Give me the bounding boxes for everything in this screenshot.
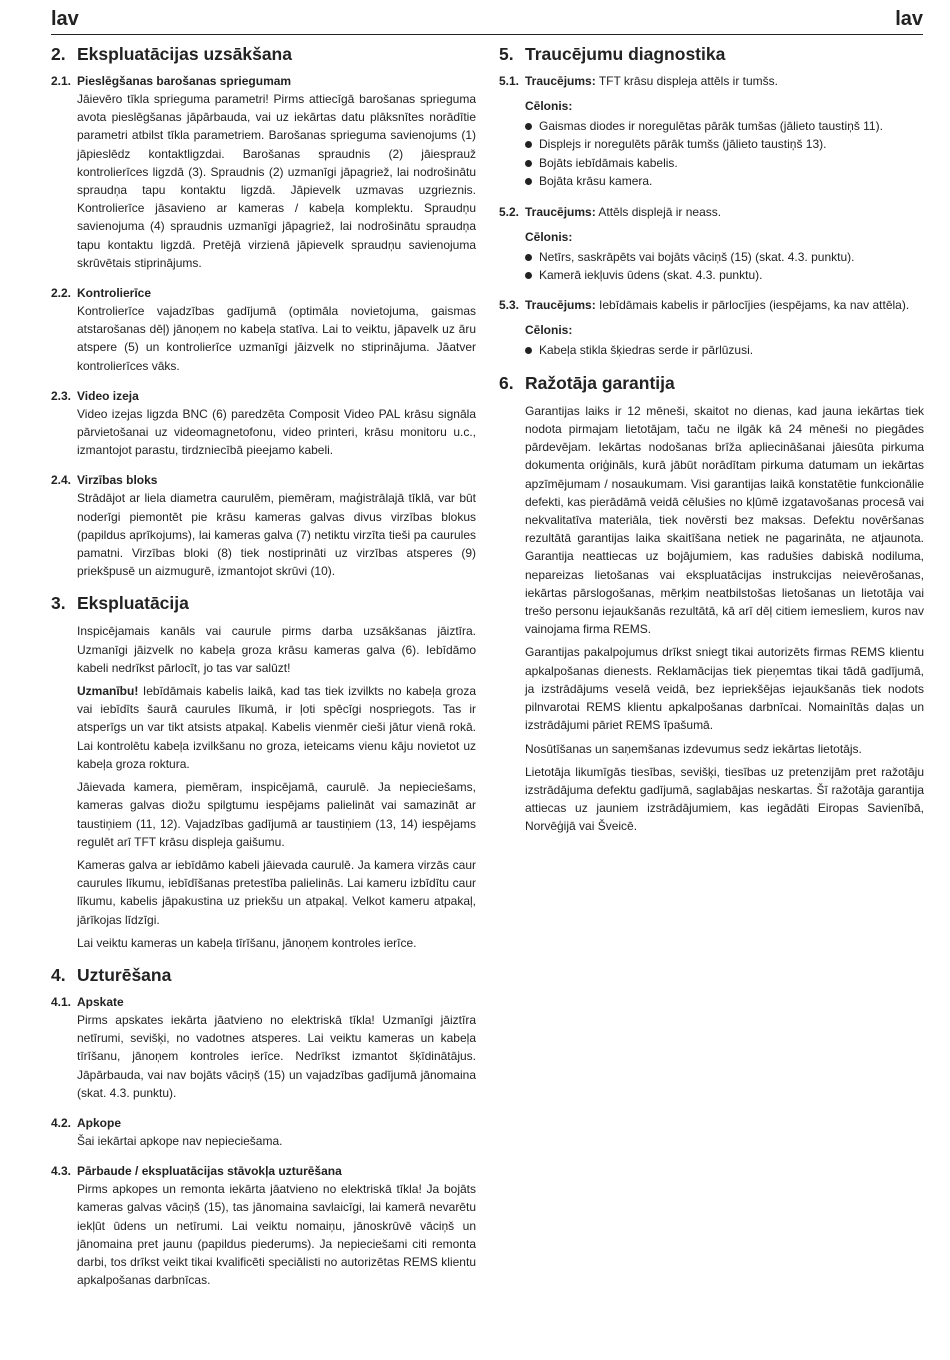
list-item: Displejs ir noregulēts pārāk tumšs (jālieto taustiņš 13). bbox=[525, 135, 924, 153]
subsection-title: Kontrolierīce bbox=[77, 286, 152, 301]
paragraph: Strādājot ar liela diametra caurulēm, piemēram, maģistrālajā tīklā, var būt noderīgi piemontēt pie krāsu kameras galvas divus virzības blokus (papildus aprīkojums), lai kameras galva (7) netiktu virzīta tieši pa caurules pamatni. Virzības bloki (8) tiek nostiprināti uz virzības atsperes (9) priekšpusē un aizmugurē, izmantojot skrūvi (10). bbox=[77, 491, 476, 579]
list-item: Bojāta krāsu kamera. bbox=[525, 172, 924, 190]
fault-5-2 bbox=[499, 204, 924, 285]
section-6-body bbox=[499, 402, 924, 836]
subsection-2-2 bbox=[51, 285, 476, 375]
subsection-heading bbox=[51, 73, 476, 90]
fault-text: TFT krāsu displeja attēls ir tumšs. bbox=[598, 74, 778, 88]
paragraph: Kameras galva ar iebīdāmo kabeli jāievada caurulē. Ja kamera virzās caur caurules līkumu, iebīdīšanas pretestība palielinās. Lai kameru izbīdītu caur līkumu, kabelis jāpakustina uz priekšu un atpakaļ. Velkot kameru atpakaļ, jārīkojas līdzīgi. bbox=[77, 857, 476, 927]
section-number: 5. bbox=[499, 44, 514, 64]
section-title: Ražotāja garantija bbox=[525, 372, 675, 393]
section-title: Ekspluatācija bbox=[77, 593, 189, 614]
subsection-title: Virzības bloks bbox=[77, 473, 158, 488]
subsection-number: 4.3. bbox=[51, 1164, 72, 1179]
fault-text: Iebīdāmais kabelis ir pārlocījies (iespējams, ka nav attēla). bbox=[599, 298, 910, 313]
section-6-heading bbox=[499, 373, 924, 399]
subsection-title: Apkope bbox=[77, 1115, 122, 1130]
subsection-number: 2.3. bbox=[51, 388, 72, 403]
paragraph: Video izejas ligzda BNC (6) paredzēta Composit Video PAL krāsu signāla pārvietošanai uz videomagnetofonu, video printeri, krāsu monitoru u.c., izmantojot parastu, tirdzniecībā pieejamo kabeli. bbox=[77, 406, 476, 458]
list-item: Bojāts iebīdāmais kabelis. bbox=[525, 154, 924, 172]
subsection-number: 2.2. bbox=[51, 286, 72, 301]
section-number: 6. bbox=[499, 372, 514, 393]
subsection-number: 2.4. bbox=[51, 473, 72, 488]
section-number: 3. bbox=[51, 593, 66, 614]
section-2-heading bbox=[51, 44, 476, 70]
subsection-title: Pieslēgšanas barošanas spriegumam bbox=[77, 74, 292, 88]
section-3-heading bbox=[51, 593, 476, 619]
section-title: Ekspluatācijas uzsākšana bbox=[77, 44, 292, 64]
subsection-4-2 bbox=[51, 1115, 476, 1150]
fault-line bbox=[499, 204, 924, 221]
subsection-number: 4.2. bbox=[51, 1115, 72, 1130]
paragraph: Jāievada kamera, piemēram, inspicējamā, caurulē. Ja nepieciešams, kameras galvas diožu spilgtumu iespējams palielināt vai samazināt ar taustiņiem (11, 12). Vajadzības gadījumā ar taustiņiem (13, 14) iespējams regulēt arī TFT krāsu displeja gaišumu. bbox=[77, 780, 476, 849]
warning-text: Iebīdāmais kabelis laikā, kad tas tiek izvilkts no kabeļa groza vai iebīdīts šaurā caurules līkumā, ir ļoti spēcīgi nospriegots. Tas ir atsperīgs un var tikt atsists atpakaļ. Kabelis vienmēr cieši jātur vienā rokā. Lai kontrolētu kabeļa izvilkšanu no groza, ieteicams vienu kāju novietot uz kabeļa groza roktura. bbox=[77, 684, 476, 771]
section-5-heading bbox=[499, 44, 924, 70]
subsection-heading bbox=[51, 388, 476, 405]
cause-label: Cēlonis: bbox=[525, 99, 573, 113]
paragraph: Kontrolierīce vajadzības gadījumā (optimāla novietojuma, gaismas atstarošanas dēļ) jānoņem no kabeļa statīva. Lai to veiktu, jāpavelk uz āru atspere (5) un kontrolierīce uzmanīgi jāizvelk no stiprinājuma. Jāatver kontrolierīces vāks. bbox=[77, 304, 476, 373]
subsection-title: Apskate bbox=[77, 994, 124, 1009]
list-item: Kamerā iekļuvis ūdens (skat. 4.3. punktu). bbox=[525, 266, 924, 284]
subsection-heading bbox=[51, 472, 476, 489]
section-number: 2. bbox=[51, 44, 66, 64]
paragraph: Jāievēro tīkla sprieguma parametri! Pirms attiecīgā barošanas sprieguma avota pieslēgšanas jāpārbauda, vai uz iekārtas datu plāksnītes norādītie parametri atbilst tīkla parametriem. Barošanas sprieguma savienojums (1) jāpieslēdz kontaktligzdai. Barošanas spraudnis (2) jāiesprauž kontrolierīces ligzdā (3). Spraudnis (2) uzmanīgi jāpagriež, lai nodrošinātu spraudņa tapu kontaktu ligzdā. Jāpievelk uzmavas uzgrieznis. Kontrolierīce jāsavieno ar kameras / kabeļa komplektu. Spraudņu savienojuma (4) spraudnis uzmanīgi jāpagriež, lai nodrošinātu spraudņa tapu kontaktu ligzdā. Pretējā virzienā jāpievelk spraudņu savienojuma skrūvētais stiprinājums. bbox=[77, 92, 476, 270]
fault-line bbox=[499, 73, 924, 90]
warning-label: Uzmanību! bbox=[77, 684, 139, 699]
fault-number: 5.3. bbox=[499, 298, 520, 313]
paragraph: Pirms apskates iekārta jāatvieno no elektriskā tīkla! Uzmanīgi jāiztīra netīrumi, sevišķi, no vadotnes atsperes. Lai veiktu kameras un kabeļa tīrīšanu, jānoņem kontroles ierīce. Nedrīkst izmantot šķīdinātājus. Jāpārbauda, vai nav bojāts vāciņš (15) un vajadzības gadījumā jānomaina (skat. 4.3. punktu). bbox=[77, 1012, 476, 1100]
fault-line bbox=[499, 297, 924, 314]
subsection-heading bbox=[51, 994, 476, 1011]
subsection-2-4 bbox=[51, 472, 476, 580]
subsection-number: 2.1. bbox=[51, 74, 72, 88]
list-item: Gaismas diodes ir noregulētas pārāk tumšas (jālieto taustiņš 11). bbox=[525, 117, 924, 135]
fault-text: Attēls displejā ir neass. bbox=[598, 204, 722, 219]
paragraph: Pirms apkopes un remonta iekārta jāatvieno no elektriskā tīkla! Ja bojāts kameras galvas vāciņš (15), tas jānomaina savlaicīgi, lai kamerā nevarētu iekļūt ūdens un netīrumi. Lai veiktu nomaiņu, jānoskrūvē vāciņš un jānomaina pret jaunu (papildus piederums). Ja nepieciešami citi remonta darbi, tos drīkst veikt tikai kvalificēti speciālisti no autorizētas REMS klientu apkalpošanas darbnīcas. bbox=[77, 1182, 476, 1288]
subsection-4-3 bbox=[51, 1163, 476, 1289]
section-4-heading bbox=[51, 965, 476, 991]
fault-label: Traucējums: bbox=[525, 74, 596, 88]
cause-list bbox=[499, 248, 924, 285]
paragraph: Garantijas laiks ir 12 mēneši, skaitot no dienas, kad jauna iekārtas tiek nodota pirmajam lietotājam, taču ne ilgāk kā 24 mēneši no piegādes pārdevējam. Iekārtas nodošanas brīža apliecināšanai jāiesūta pirkuma dokumenta oriģināls, kurā jābūt norādītam pirkuma datumam un iekārtas apzīmējumam / nosaukumam. Visi garantijas laikā konstatētie funkcionālie defekti, kas pierādāmā veidā cēlušies no kļūmē izgatavošanas procesā vai nekvalitatīva materiāla, tiek novērsti bez maksas. Defektu novēršanas rezultātā garantijas laika skaitīšana netiek ne pagarināta, ne atjaunota. Garantija neattiecas uz bojājumiem, kas radušies dabiskā nodiluma, nepareizas lietošanas vai ekspluatācijas instrukcijas neievērošanas, iekārtas pārslogošanas, mērķim neatbilstošas lietošanas un lietotāja vai trešo personu iejaukšanās rezultātā, kā arī dēļ citiem iemesliem, kuros nav vainojama firma REMS. bbox=[525, 403, 924, 637]
subsection-heading bbox=[51, 285, 476, 302]
list-item: Kabeļa stikla šķiedras serde ir pārlūzusi. bbox=[525, 341, 924, 359]
subsection-title: Video izeja bbox=[77, 388, 139, 403]
paragraph: Inspicējamais kanāls vai caurule pirms darba uzsākšanas jāiztīra. Uzmanīgi jāizvelk no kabeļa groza krāsu kameras galva (6). Iebīdāmo kabeli nedrīkst pārlocīt, jo tas var salūzt! bbox=[77, 624, 476, 675]
paragraph: Lietotāja likumīgās tiesības, sevišķi, tiesības uz pretenzijām pret ražotāju izstrādājuma defektu gadījumā, saglabājas neskartas. Šī ražotāja garantija attiecas uz jauniem izstrādājumiem, kas iegādāti Eiropas Savienībā, Norvēģijā vai Šveicē. bbox=[525, 764, 924, 834]
subsection-title: Pārbaude / ekspluatācijas stāvokļa uzturēšana bbox=[77, 1164, 342, 1179]
warning-paragraph bbox=[51, 682, 476, 773]
cause-list bbox=[499, 117, 924, 191]
fault-number: 5.2. bbox=[499, 204, 520, 219]
fault-number: 5.1. bbox=[499, 74, 520, 88]
paragraph: Garantijas pakalpojumus drīkst sniegt tikai autorizēts firmas REMS klientu apkalpošanas dienests. Reklamācijas tiek pieņemtas tikai tādā gadījumā, ja izstrādājums veselā veidā, bez iepriekšējas iejaukšanās tiek nodots pilnvarotai REMS klientu apkalpošanas darbnīcai. Nomainītās daļas un izstrādājumi pāriet REMS īpašumā. bbox=[525, 645, 924, 733]
fault-5-1 bbox=[499, 73, 924, 191]
section-3-body bbox=[51, 622, 476, 951]
subsection-heading bbox=[51, 1115, 476, 1132]
subsection-4-1 bbox=[51, 994, 476, 1102]
paragraph: Nosūtīšanas un saņemšanas izdevumus sedz iekārtas lietotājs. bbox=[525, 741, 862, 756]
header-language-left: lav bbox=[51, 8, 79, 30]
list-item: Netīrs, saskrāpēts vai bojāts vāciņš (15) (skat. 4.3. punktu). bbox=[525, 248, 924, 266]
right-column bbox=[499, 44, 924, 849]
page-header bbox=[51, 8, 923, 35]
subsection-2-1 bbox=[51, 73, 476, 272]
fault-5-3 bbox=[499, 297, 924, 359]
paragraph: Lai veiktu kameras un kabeļa tīrīšanu, jānoņem kontroles ierīce. bbox=[77, 935, 417, 950]
subsection-heading bbox=[51, 1163, 476, 1180]
section-number: 4. bbox=[51, 964, 66, 985]
paragraph: Šai iekārtai apkope nav nepieciešama. bbox=[77, 1133, 283, 1148]
header-language-right: lav bbox=[895, 8, 923, 30]
cause-label: Cēlonis: bbox=[525, 229, 573, 244]
subsection-2-3 bbox=[51, 388, 476, 460]
section-title: Uzturēšana bbox=[77, 964, 172, 985]
fault-label: Traucējums: bbox=[525, 204, 596, 219]
cause-list bbox=[499, 341, 924, 359]
subsection-number: 4.1. bbox=[51, 994, 72, 1009]
left-column bbox=[51, 44, 476, 1302]
cause-label: Cēlonis: bbox=[525, 323, 573, 338]
fault-label: Traucējums: bbox=[525, 298, 596, 313]
section-title: Traucējumu diagnostika bbox=[525, 44, 726, 64]
